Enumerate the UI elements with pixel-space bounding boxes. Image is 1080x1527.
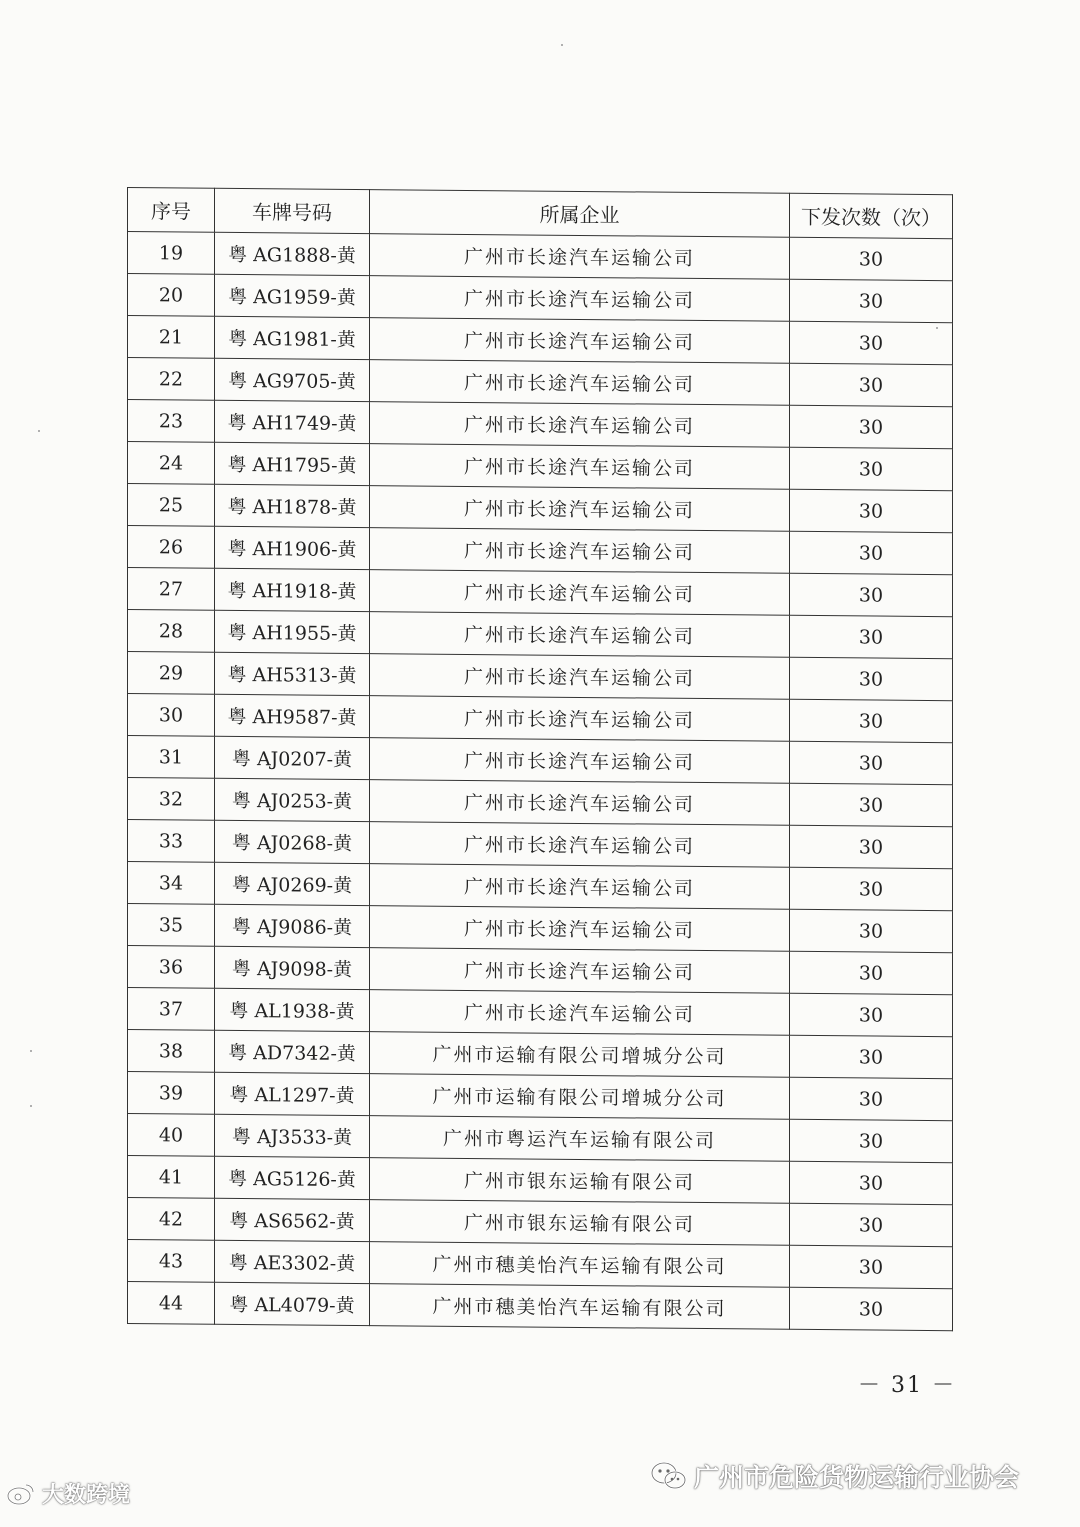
cell-plate: 粤 AH1749-黄 [215, 400, 370, 443]
cell-company: 广州市银东运输有限公司 [370, 1158, 790, 1204]
table-row [128, 1156, 953, 1205]
table-row [128, 946, 953, 995]
table-row [128, 652, 953, 701]
cell-plate: 粤 AJ0207-黄 [215, 736, 370, 779]
cell-seq: 34 [128, 862, 215, 905]
cell-count: 30 [790, 741, 953, 784]
table-body [128, 232, 953, 1331]
cell-plate: 粤 AH1878-黄 [215, 484, 370, 527]
cell-company: 广州市运输有限公司增城分公司 [370, 1032, 790, 1078]
cell-company: 广州市长途汽车运输公司 [370, 822, 790, 868]
cell-count: 30 [790, 615, 953, 658]
cell-count: 30 [790, 909, 953, 952]
cell-plate: 粤 AL4079-黄 [215, 1282, 370, 1325]
cell-plate: 粤 AS6562-黄 [215, 1198, 370, 1241]
cell-company: 广州市运输有限公司增城分公司 [370, 1074, 790, 1120]
cell-plate: 粤 AG1981-黄 [215, 316, 370, 359]
cell-plate: 粤 AG5126-黄 [215, 1156, 370, 1199]
cell-seq: 44 [128, 1282, 215, 1325]
cell-plate: 粤 AJ0268-黄 [215, 820, 370, 863]
cell-company: 广州市长途汽车运输公司 [370, 864, 790, 910]
cell-seq: 19 [128, 232, 215, 275]
cell-company: 广州市长途汽车运输公司 [370, 990, 790, 1036]
table-row [128, 778, 953, 827]
cell-count: 30 [790, 1035, 953, 1078]
cell-count: 30 [790, 573, 953, 616]
table-row [128, 736, 953, 785]
cell-seq: 42 [128, 1198, 215, 1241]
table-row [128, 862, 953, 911]
cell-count: 30 [790, 321, 953, 364]
weibo-logo-icon [6, 1482, 36, 1506]
cell-company: 广州市长途汽车运输公司 [370, 318, 790, 364]
cell-seq: 33 [128, 820, 215, 863]
table-row [128, 610, 953, 659]
cell-plate: 粤 AE3302-黄 [215, 1240, 370, 1283]
wechat-logo-icon [650, 1461, 688, 1491]
cell-company: 广州市长途汽车运输公司 [370, 276, 790, 322]
cell-count: 30 [790, 363, 953, 406]
cell-count: 30 [790, 1203, 953, 1246]
cell-seq: 27 [128, 568, 215, 611]
watermark-right [650, 1458, 1019, 1494]
cell-company: 广州市穗美怡汽车运输有限公司 [370, 1284, 790, 1330]
cell-plate: 粤 AJ3533-黄 [215, 1114, 370, 1157]
table-row [128, 694, 953, 743]
cell-seq: 32 [128, 778, 215, 821]
cell-plate: 粤 AJ0253-黄 [215, 778, 370, 821]
cell-plate: 粤 AJ9086-黄 [215, 904, 370, 947]
page-number: － 31 － [858, 1373, 956, 1398]
cell-count: 30 [790, 825, 953, 868]
cell-plate: 粤 AH9587-黄 [215, 694, 370, 737]
cell-plate: 粤 AH1795-黄 [215, 442, 370, 485]
cell-company: 广州市长途汽车运输公司 [370, 780, 790, 826]
cell-seq: 43 [128, 1240, 215, 1283]
header-company: 所属企业 [370, 190, 790, 238]
cell-company: 广州市长途汽车运输公司 [370, 696, 790, 742]
cell-plate: 粤 AJ0269-黄 [215, 862, 370, 905]
cell-count: 30 [790, 867, 953, 910]
cell-seq: 29 [128, 652, 215, 695]
cell-count: 30 [790, 1287, 953, 1330]
cell-count: 30 [790, 783, 953, 826]
cell-count: 30 [790, 1245, 953, 1288]
cell-seq: 36 [128, 946, 215, 989]
cell-seq: 24 [128, 442, 215, 485]
table-row [128, 1114, 953, 1163]
cell-seq: 28 [128, 610, 215, 653]
cell-seq: 23 [128, 400, 215, 443]
cell-plate: 粤 AL1938-黄 [215, 988, 370, 1031]
table-header-row [128, 188, 953, 239]
cell-count: 30 [790, 531, 953, 574]
cell-count: 30 [790, 699, 953, 742]
table-row [128, 1198, 953, 1247]
cell-plate: 粤 AH5313-黄 [215, 652, 370, 695]
cell-company: 广州市长途汽车运输公司 [370, 948, 790, 994]
cell-count: 30 [790, 1119, 953, 1162]
table-row [128, 400, 953, 449]
cell-count: 30 [790, 279, 953, 322]
cell-count: 30 [790, 657, 953, 700]
cell-company: 广州市长途汽车运输公司 [370, 234, 790, 280]
cell-seq: 25 [128, 484, 215, 527]
cell-company: 广州市长途汽车运输公司 [370, 738, 790, 784]
cell-plate: 粤 AH1955-黄 [215, 610, 370, 653]
cell-seq: 35 [128, 904, 215, 947]
cell-count: 30 [790, 1161, 953, 1204]
scan-speck [30, 1050, 32, 1052]
table-row [128, 316, 953, 365]
header-seq: 序号 [128, 188, 215, 233]
cell-count: 30 [790, 489, 953, 532]
table-row [128, 1282, 953, 1331]
table-row [128, 358, 953, 407]
cell-count: 30 [790, 993, 953, 1036]
cell-count: 30 [790, 237, 953, 280]
cell-seq: 21 [128, 316, 215, 359]
cell-company: 广州市粤运汽车运输有限公司 [370, 1116, 790, 1162]
cell-plate: 粤 AG1959-黄 [215, 274, 370, 317]
watermark-left-text: 大数跨境 [42, 1483, 131, 1508]
scan-speck [561, 44, 563, 46]
table-row [128, 274, 953, 323]
cell-company: 广州市长途汽车运输公司 [370, 654, 790, 700]
scan-speck [38, 430, 40, 432]
header-count: 下发次数（次） [790, 193, 953, 238]
cell-seq: 30 [128, 694, 215, 737]
cell-seq: 38 [128, 1030, 215, 1073]
cell-company: 广州市长途汽车运输公司 [370, 486, 790, 532]
table-row [128, 1030, 953, 1079]
cell-plate: 粤 AJ9098-黄 [215, 946, 370, 989]
cell-company: 广州市长途汽车运输公司 [370, 612, 790, 658]
cell-seq: 31 [128, 736, 215, 779]
vehicle-list-table [127, 187, 953, 1331]
cell-company: 广州市穗美怡汽车运输有限公司 [370, 1242, 790, 1288]
cell-plate: 粤 AG1888-黄 [215, 232, 370, 275]
table-row [128, 1240, 953, 1289]
table-row [128, 1072, 953, 1121]
cell-seq: 37 [128, 988, 215, 1031]
table-row [128, 484, 953, 533]
cell-company: 广州市银东运输有限公司 [370, 1200, 790, 1246]
cell-count: 30 [790, 951, 953, 994]
cell-seq: 39 [128, 1072, 215, 1115]
table-row [128, 904, 953, 953]
watermark-right-text: 广州市危险货物运输行业协会 [694, 1463, 1020, 1492]
cell-count: 30 [790, 1077, 953, 1120]
header-plate: 车牌号码 [215, 188, 370, 233]
cell-plate: 粤 AG9705-黄 [215, 358, 370, 401]
table-row [128, 988, 953, 1037]
cell-company: 广州市长途汽车运输公司 [370, 444, 790, 490]
cell-company: 广州市长途汽车运输公司 [370, 570, 790, 616]
watermark-left [6, 1478, 130, 1509]
cell-plate: 粤 AH1906-黄 [215, 526, 370, 569]
table-row [128, 442, 953, 491]
table-row [128, 820, 953, 869]
cell-seq: 22 [128, 358, 215, 401]
cell-plate: 粤 AH1918-黄 [215, 568, 370, 611]
cell-count: 30 [790, 447, 953, 490]
cell-seq: 26 [128, 526, 215, 569]
cell-seq: 41 [128, 1156, 215, 1199]
cell-plate: 粤 AL1297-黄 [215, 1072, 370, 1115]
cell-company: 广州市长途汽车运输公司 [370, 402, 790, 448]
table-row [128, 232, 953, 281]
table-row [128, 568, 953, 617]
cell-seq: 40 [128, 1114, 215, 1157]
table-row [128, 526, 953, 575]
cell-company: 广州市长途汽车运输公司 [370, 906, 790, 952]
cell-plate: 粤 AD7342-黄 [215, 1030, 370, 1073]
scan-speck [30, 1105, 32, 1107]
cell-company: 广州市长途汽车运输公司 [370, 360, 790, 406]
cell-company: 广州市长途汽车运输公司 [370, 528, 790, 574]
cell-seq: 20 [128, 274, 215, 317]
cell-count: 30 [790, 405, 953, 448]
